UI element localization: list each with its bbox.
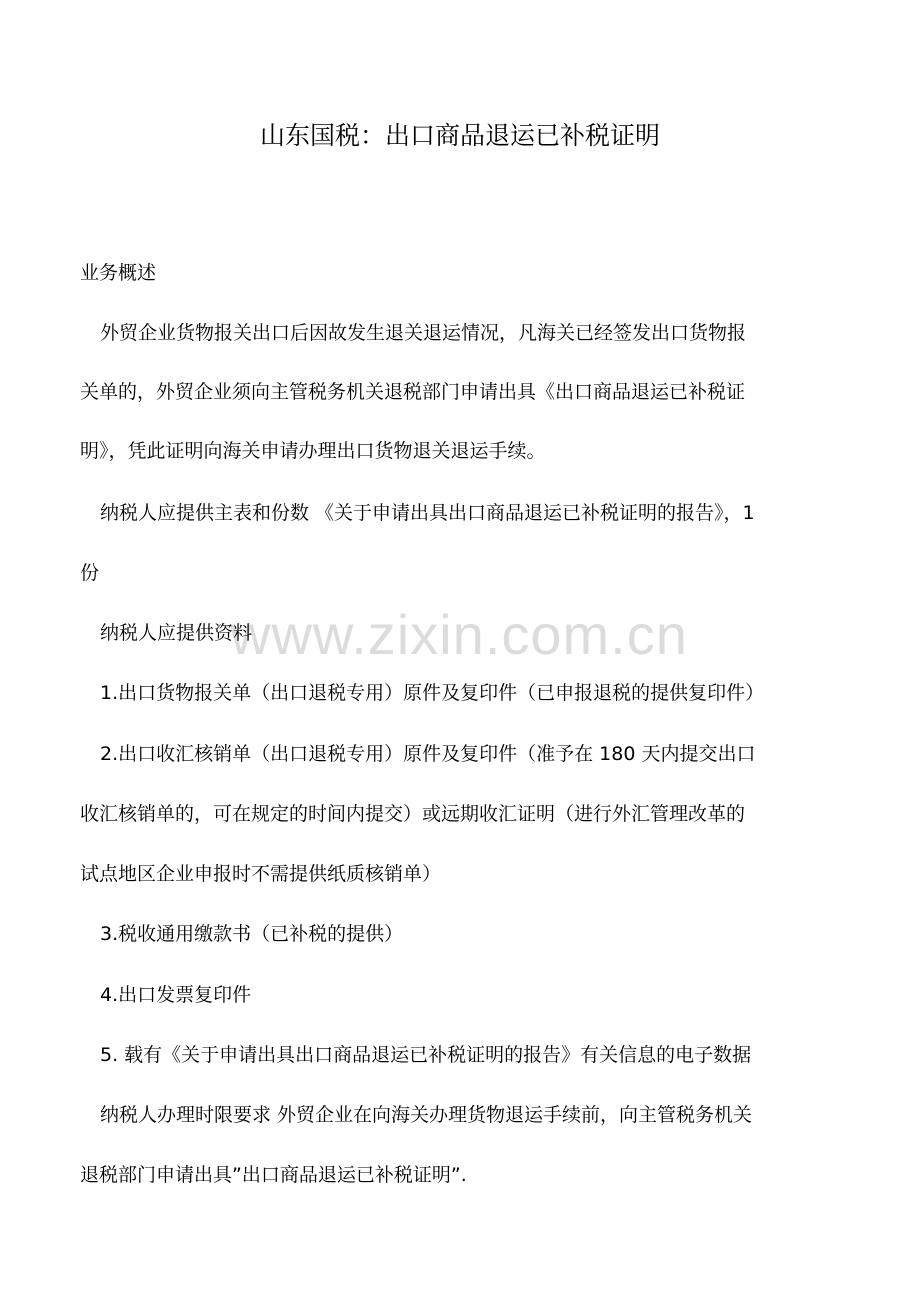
paragraph-line: 退税部门申请出具”出口商品退运已补税证明”. [80,1164,467,1186]
paragraph-line: 外贸企业货物报关出口后因故发生退关退运情况，凡海关已经签发出口货物报 [100,322,747,344]
paragraph-line: 份 [80,562,100,584]
list-item: 3.税收通用缴款书（已补税的提供） [100,923,404,945]
section-heading-materials: 纳税人应提供资料 [100,622,253,644]
document-title: 山东国税：出口商品退运已补税证明 [259,121,660,150]
paragraph-line: 收汇核销单的，可在规定的时间内提交）或远期收汇证明（进行外汇管理改革的 [80,803,746,825]
paragraph-line: 关单的，外贸企业须向主管税务机关退税部门申请出具《出口商品退运已补税证 [80,381,746,403]
paragraph-line: 纳税人办理时限要求 外贸企业在向海关办理货物退运手续前，向主管税务机关 [100,1104,753,1126]
list-item: 5. 载有《关于申请出具出口商品退运已补税证明的报告》有关信息的电子数据 [100,1044,752,1066]
watermark: www.zixin.com.cn [230,603,688,666]
paragraph-line: 明》，凭此证明向海关申请办理出口货物退关退运手续。 [80,440,546,462]
list-item: 1.出口货物报关单（出口退税专用）原件及复印件（已申报退税的提供复印件） [100,682,765,704]
paragraph-line: 试点地区企业申报时不需提供纸质核销单） [80,863,442,885]
paragraph-line: 纳税人应提供主表和份数 《关于申请出具出口商品退运已补税证明的报告》，1 [100,502,755,524]
list-item: 4.出口发票复印件 [100,984,252,1006]
list-item: 2.出口收汇核销单（出口退税专用）原件及复印件（准予在 180 天内提交出口 [100,743,756,765]
section-heading-overview: 业务概述 [80,262,157,284]
